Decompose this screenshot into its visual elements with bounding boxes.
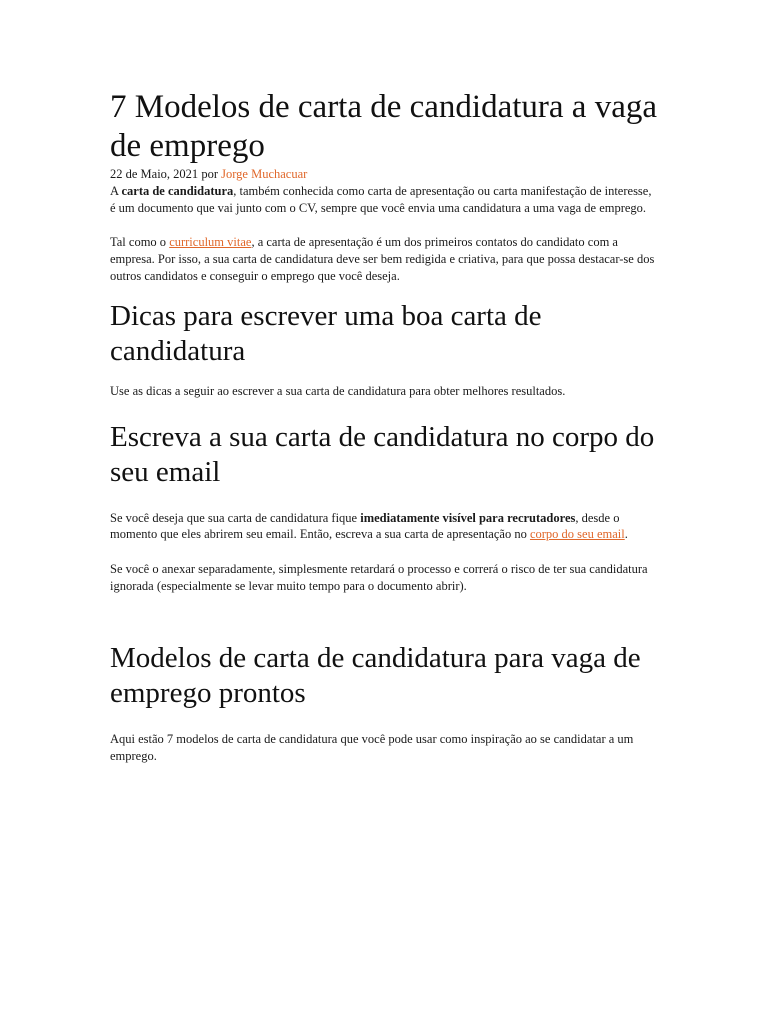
article-by: por (201, 167, 218, 181)
section-heading-escreva: Escreva a sua carta de candidatura no corpo do seu email (110, 420, 655, 488)
intro-paragraph-1 (110, 183, 658, 217)
intro-p2-text-b: , a carta de apresentação é um dos primeiros contatos do candidato com a empresa. Por isso, a sua carta de candidatura deve ser bem redigida e criativa, para que possa destacar-se dos outros candidatos e conseguir o emprego que você deseja. (110, 235, 655, 283)
document-page (110, 88, 658, 764)
curriculum-vitae-link[interactable]: curriculum vitae (169, 235, 252, 250)
section2-paragraph-1 (110, 510, 658, 544)
article-title: 7 Modelos de carta de candidatura a vaga de emprego (110, 89, 657, 164)
author-link[interactable]: Jorge Muchacuar (221, 167, 308, 181)
section3-paragraph: Aqui estão 7 modelos de carta de candidatura que você pode usar como inspiração ao se candidatar a um emprego. (110, 731, 634, 763)
section2-p1-bold: imediatamente visível para recrutadores (360, 510, 576, 525)
intro-p1-bold: carta de candidatura (121, 183, 234, 198)
intro-p2-text-a: Tal como o (110, 235, 170, 250)
section-heading-dicas: Dicas para escrever uma boa carta de candidatura (110, 299, 542, 367)
article-date: 22 de Maio, 2021 (110, 167, 199, 181)
corpo-do-email-link[interactable]: corpo do seu email (529, 527, 625, 542)
section2-paragraph-2: Se você o anexar separadamente, simplesmente retardará o processo e correrá o risco de ter sua candidatura ignorada (especialmente se levar muito tempo para o documento abrir). (110, 562, 648, 593)
article-meta (110, 166, 658, 183)
section-heading-modelos: Modelos de carta de candidatura para vaga de emprego prontos (110, 641, 641, 709)
intro-p1-text-b: , também conhecida como carta de apresentação ou carta manifestação de interesse, é um documento que vai junto com o CV, sempre que você envia uma candidatura a uma vaga de emprego. (110, 183, 652, 215)
intro-paragraph-2 (110, 234, 658, 284)
section2-p1-text-b: , desde o momento que eles abrirem seu email. Então, escreva a sua carta de apresentação no (110, 510, 620, 542)
intro-p1-text-a: A (110, 183, 122, 198)
section1-paragraph: Use as dicas a seguir ao escrever a sua carta de candidatura para obter melhores resultados. (110, 383, 566, 398)
section2-p1-text-a: Se você deseja que sua carta de candidatura fique (110, 510, 361, 525)
section2-p1-text-c: . (624, 527, 628, 542)
